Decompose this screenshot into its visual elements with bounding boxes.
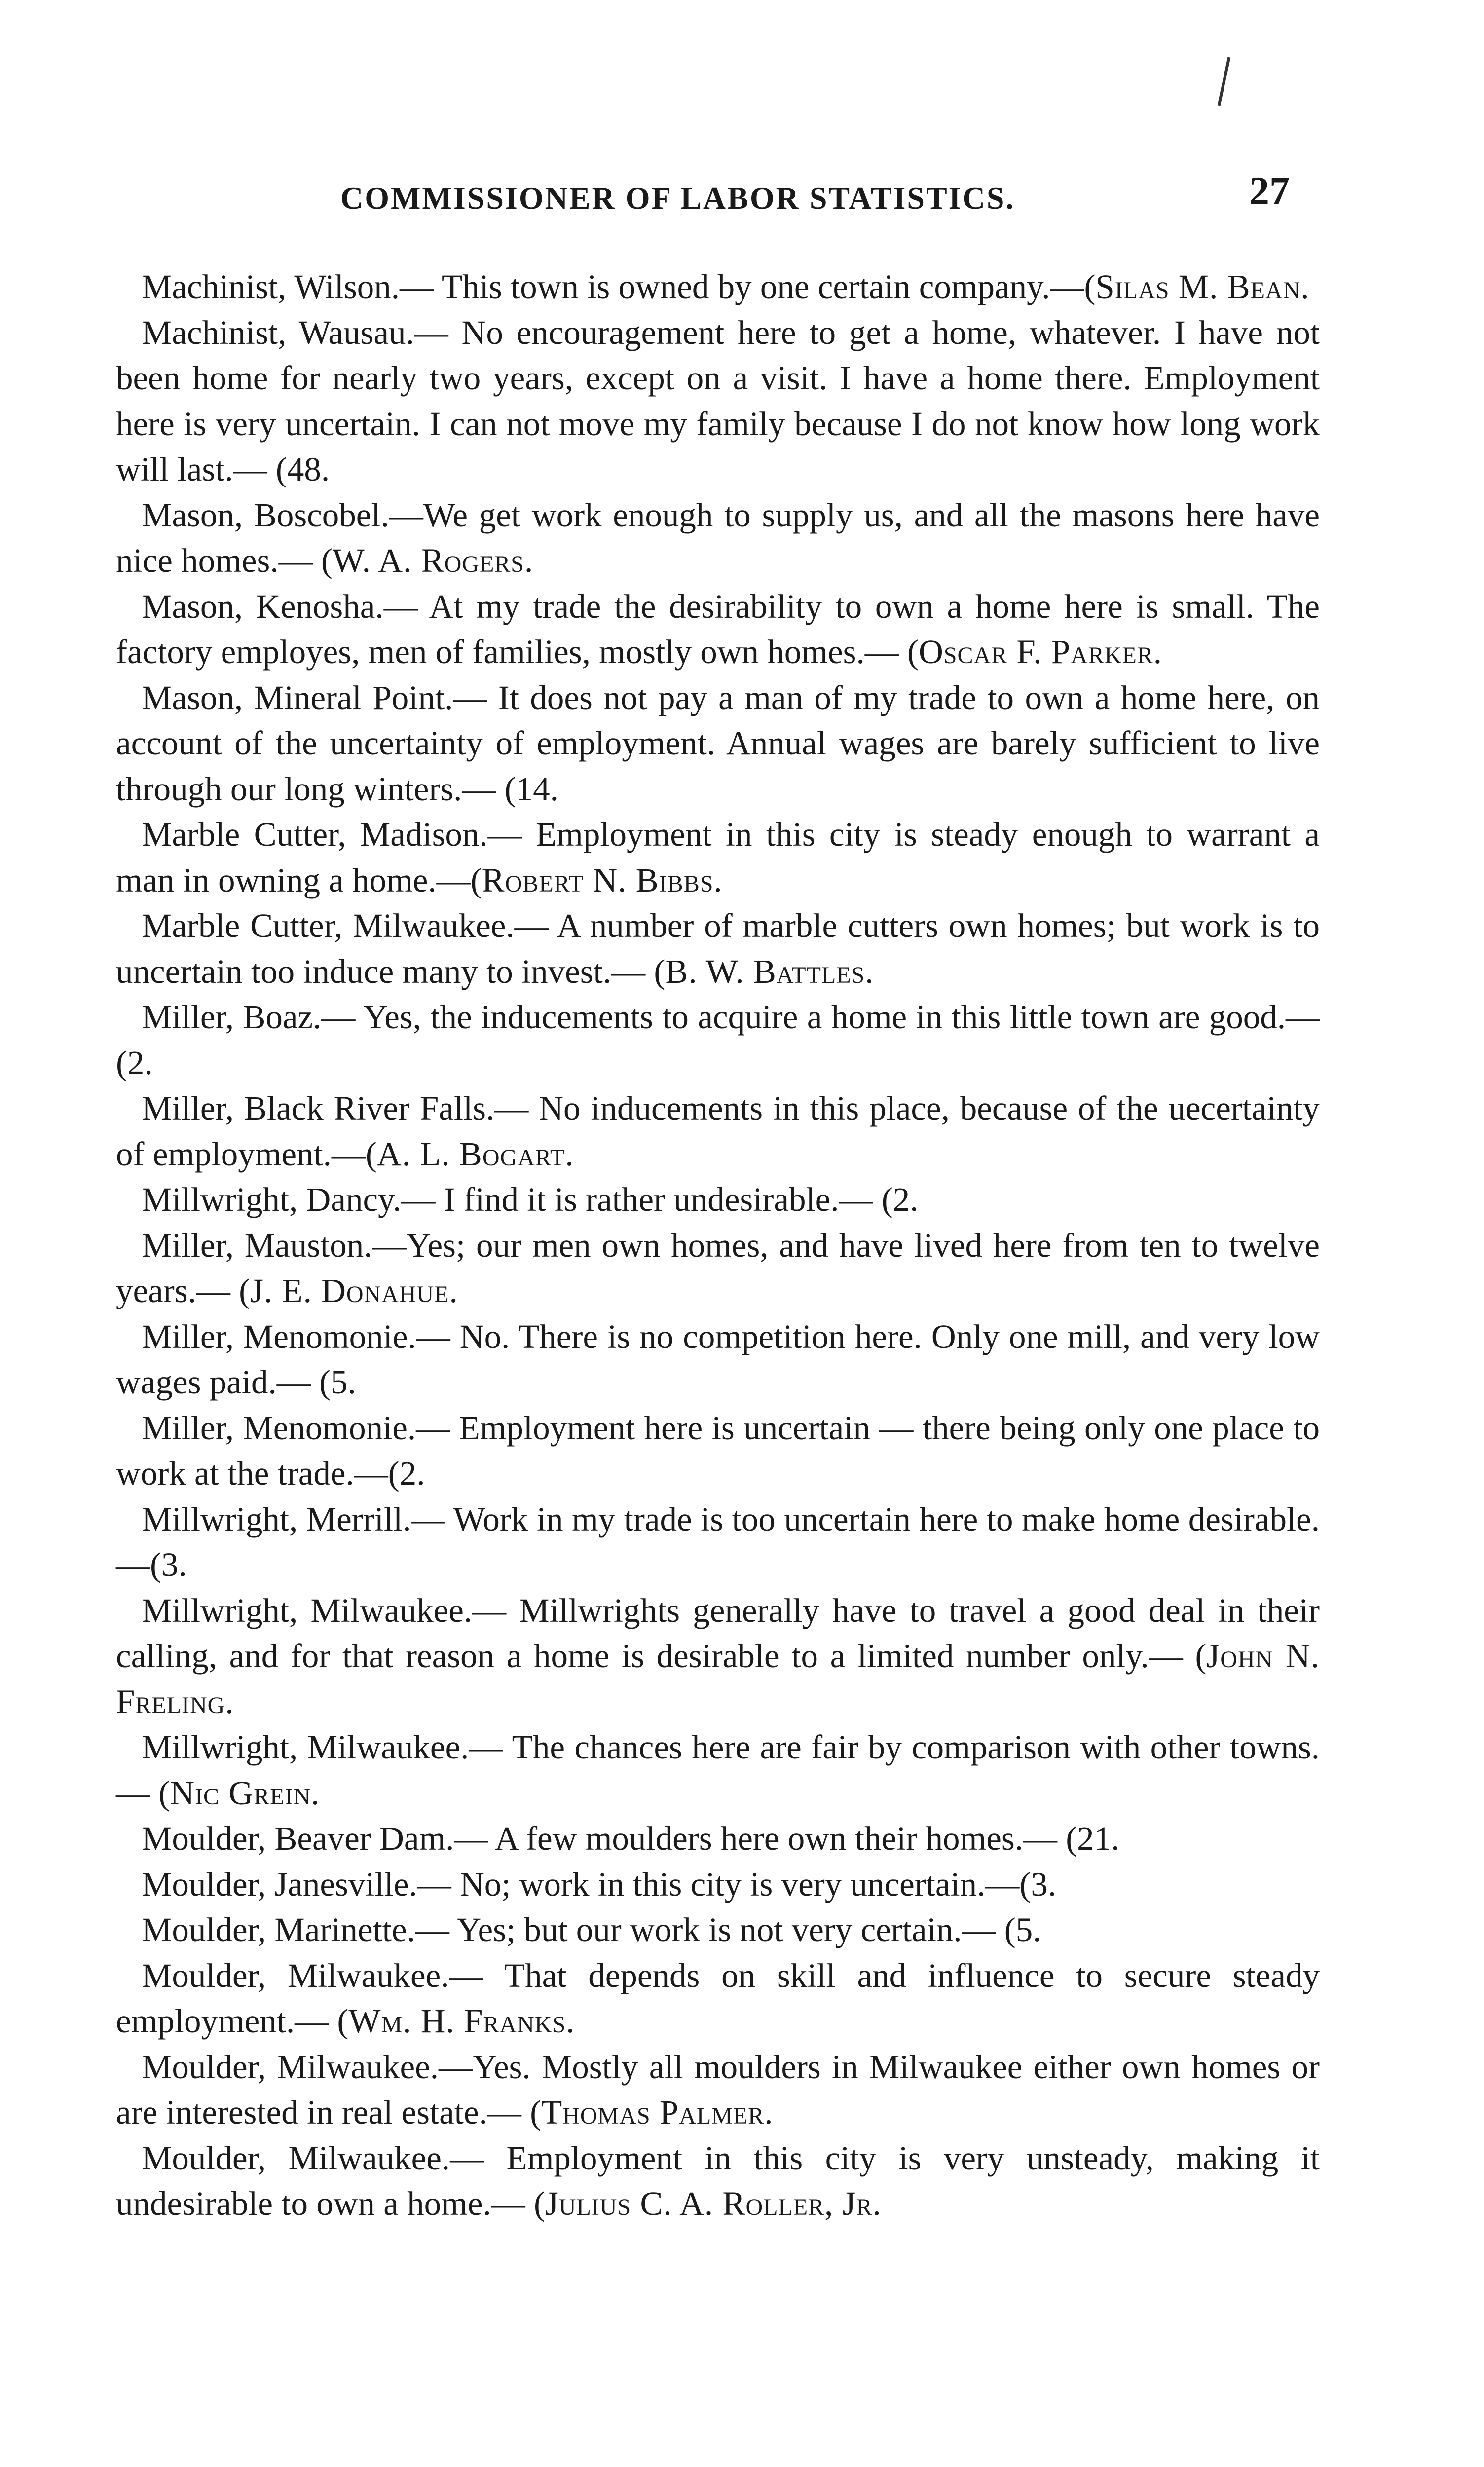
page-number: 27	[1249, 168, 1290, 213]
entry-text: Mason, Kenosha.— At my trade the desirability to own a home here is small. The factory employes, men of families, mostly own homes.— (	[116, 587, 1320, 671]
entry	[116, 1085, 1320, 1177]
entry	[116, 1953, 1320, 2044]
entry-text: Moulder, Milwaukee.— Employment in this city is very unsteady, making it undesirable to own a home.— (	[116, 2139, 1320, 2222]
entry-signature: Julius C. A. Roller, Jr.	[545, 2185, 882, 2222]
entry	[116, 584, 1320, 675]
body-text	[116, 264, 1320, 2227]
entry-signature: Nic Grein.	[170, 1774, 320, 1812]
entry	[116, 1862, 1320, 1907]
entry	[116, 1496, 1320, 1588]
entry	[116, 1724, 1320, 1816]
entry-text: Machinist, Wilson.— This town is owned by one certain company.—(	[142, 268, 1096, 305]
entry-text: Moulder, Marinette.— Yes; but our work is not very certain.— (5.	[142, 1911, 1041, 1948]
entry	[116, 1223, 1320, 1314]
running-head: COMMISSIONER OF LABOR STATISTICS.	[340, 181, 1015, 216]
entry-text: Moulder, Milwaukee.—Yes. Mostly all moulders in Milwaukee either own homes or are interested in real estate.— (	[116, 2048, 1320, 2131]
entry-signature: A. L. Bogart.	[376, 1135, 574, 1173]
entry-text: Miller, Menomonie.— No. There is no competition here. Only one mill, and very low wages paid.— (5.	[116, 1317, 1320, 1401]
entry-signature: Silas M. Bean.	[1095, 268, 1310, 305]
entry	[116, 1588, 1320, 1725]
entry-text: Moulder, Milwaukee.— That depends on skill and influence to secure steady employment.— (	[116, 1956, 1320, 2040]
entry-signature: J. E. Donahue.	[250, 1272, 458, 1309]
entry	[116, 264, 1320, 310]
entry	[116, 1907, 1320, 1953]
entry	[116, 675, 1320, 812]
entry-text: Millwright, Merrill.— Work in my trade is too uncertain here to make home desirable.—(3.	[116, 1500, 1320, 1583]
entry-signature: John N. Freling.	[116, 1637, 1320, 1720]
entry-text: Mason, Boscobel.—We get work enough to supply us, and all the masons here have nice homes.— (	[116, 496, 1320, 579]
entry-text: Millwright, Milwaukee.— Millwrights generally have to travel a good deal in their calling, and for that reason a home is desirable to a limited number only.— (	[116, 1591, 1320, 1675]
entry-text: Miller, Boaz.— Yes, the inducements to acquire a home in this little town are good.— (2.	[116, 998, 1320, 1082]
entry	[116, 492, 1320, 584]
entry	[116, 2044, 1320, 2135]
entry	[116, 1405, 1320, 1496]
entry-text: Marble Cutter, Madison.— Employment in this city is steady enough to warrant a man in owning a home.—(	[116, 816, 1320, 899]
entry-text: Moulder, Janesville.— No; work in this city is very uncertain.—(3.	[142, 1865, 1057, 1903]
entry-text: Millwright, Dancy.— I find it is rather undesirable.— (2.	[142, 1181, 919, 1218]
entry-text: Miller, Black River Falls.— No inducements in this place, because of the uecertainty of employment.—(	[116, 1089, 1320, 1173]
entry-signature: Robert N. Bibbs.	[482, 861, 723, 899]
entry-signature: Wm. H. Franks.	[348, 2002, 575, 2040]
entry-signature: B. W. Battles.	[665, 952, 874, 990]
entry-text: Miller, Mauston.—Yes; our men own homes, and have lived here from ten to twelve years.— (	[116, 1226, 1320, 1309]
entry	[116, 903, 1320, 994]
entry	[116, 310, 1320, 492]
entry	[116, 1177, 1320, 1223]
entry-text: Miller, Menomonie.— Employment here is uncertain — there being only one place to work at the trade.—(2.	[116, 1409, 1320, 1492]
entry	[116, 2135, 1320, 2227]
entry-signature: W. A. Rogers.	[332, 542, 534, 579]
entry	[116, 994, 1320, 1085]
entry	[116, 1314, 1320, 1405]
entry-text: Millwright, Milwaukee.— The chances here are fair by comparison with other towns.— (	[116, 1728, 1320, 1812]
entry	[116, 812, 1320, 903]
entry-signature: Oscar F. Parker.	[918, 633, 1163, 671]
entry-text: Moulder, Beaver Dam.— A few moulders here own their homes.— (21.	[142, 1820, 1120, 1857]
entry-signature: Thomas Palmer.	[541, 2093, 774, 2131]
margin-pencil-mark	[1218, 57, 1231, 106]
entry-text: Marble Cutter, Milwaukee.— A number of marble cutters own homes; but work is to uncertain too induce many to invest.— (	[116, 907, 1320, 990]
entry-text: Machinist, Wausau.— No encouragement here to get a home, whatever. I have not been home for nearly two years, except on a visit. I have a home there. Employment here is very uncertain. I can not move my family because I do not know how long work will last.— (48.	[116, 313, 1320, 488]
entry-text: Mason, Mineral Point.— It does not pay a man of my trade to own a home here, on account of the uncertainty of employment. Annual wages are barely sufficient to live through our long winters.— (14.	[116, 678, 1320, 808]
entry	[116, 1816, 1320, 1862]
